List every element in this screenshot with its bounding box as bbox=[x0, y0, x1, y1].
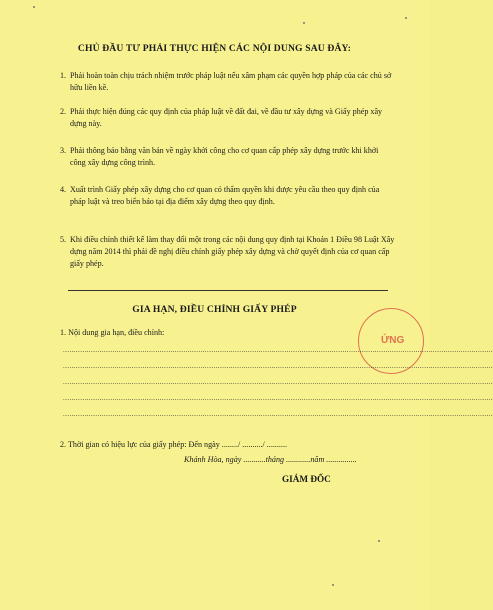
obligation-text: Phải thực hiện đúng các quy định của pháp luật về đất đai, về đầu tư xây dựng và Giấy phép xây dựng này. bbox=[70, 107, 383, 129]
scan-speck bbox=[33, 6, 35, 8]
obligation-number: 3. bbox=[60, 146, 67, 155]
signer-title: GIÁM ĐỐC bbox=[282, 474, 331, 484]
section-divider bbox=[68, 290, 388, 291]
validity-label: 2. Thời gian có hiệu lực của giấy phép: Đến ngày ......../ ........../ .......... bbox=[60, 440, 288, 449]
scan-speck bbox=[405, 17, 407, 19]
obligation-text: Phải hoàn toàn chịu trách nhiệm trước pháp luật nếu xâm phạm các quyền hợp pháp của các chủ sở hữu liền kề. bbox=[70, 71, 392, 93]
scan-speck bbox=[303, 22, 305, 24]
obligation-number: 4. bbox=[60, 185, 67, 194]
fill-in-line: ........................................................................................................................................................................................................ bbox=[63, 378, 493, 386]
obligation-item-5 bbox=[60, 234, 395, 270]
fill-in-line: ........................................................................................................................................................................................................ bbox=[63, 362, 493, 370]
obligation-text: Phải thông báo bằng văn bản về ngày khởi công cho cơ quan cấp phép xây dựng trước khi khởi công xây dựng công trình. bbox=[70, 146, 379, 168]
obligation-item-1 bbox=[60, 70, 395, 94]
extension-title: GIA HẠN, ĐIỀU CHỈNH GIẤY PHÉP bbox=[132, 304, 297, 315]
fill-in-line: ........................................................................................................................................................................................................ bbox=[63, 410, 493, 418]
obligations-title: CHỦ ĐẦU TƯ PHẢI THỰC HIỆN CÁC NỘI DUNG SAU ĐÂY: bbox=[77, 43, 352, 54]
obligation-item-4 bbox=[60, 184, 395, 208]
fill-in-line: ........................................................................................................................................................................................................ bbox=[63, 346, 493, 354]
fill-in-line: ........................................................................................................................................................................................................ bbox=[63, 394, 493, 402]
obligation-text: Xuất trình Giấy phép xây dựng cho cơ quan có thẩm quyền khi được yêu cầu theo quy định của pháp luật và treo biển báo tại địa điểm xây dựng theo quy định. bbox=[70, 185, 380, 207]
scan-speck bbox=[378, 540, 380, 542]
obligation-item-3 bbox=[60, 145, 395, 169]
obligation-number: 2. bbox=[60, 107, 67, 116]
stamp-text: ỨNG bbox=[381, 335, 405, 346]
extension-content-label: 1. Nội dung gia hạn, điều chỉnh: bbox=[60, 328, 165, 337]
obligation-number: 1. bbox=[60, 71, 67, 80]
place-date-line: Khánh Hòa, ngày ...........tháng ............năm ............... bbox=[184, 455, 357, 464]
obligation-number: 5. bbox=[60, 235, 67, 244]
scan-speck bbox=[332, 584, 334, 586]
obligation-text: Khi điều chỉnh thiết kế làm thay đổi một trong các nội dung quy định tại Khoản 1 Điều 98 Luật Xây dựng năm 2014 thì phải đề nghị điều chỉnh giấy phép xây dựng và chờ quyết định của cơ quan cấp giấy phép. bbox=[70, 235, 395, 269]
obligation-item-2 bbox=[60, 106, 395, 130]
